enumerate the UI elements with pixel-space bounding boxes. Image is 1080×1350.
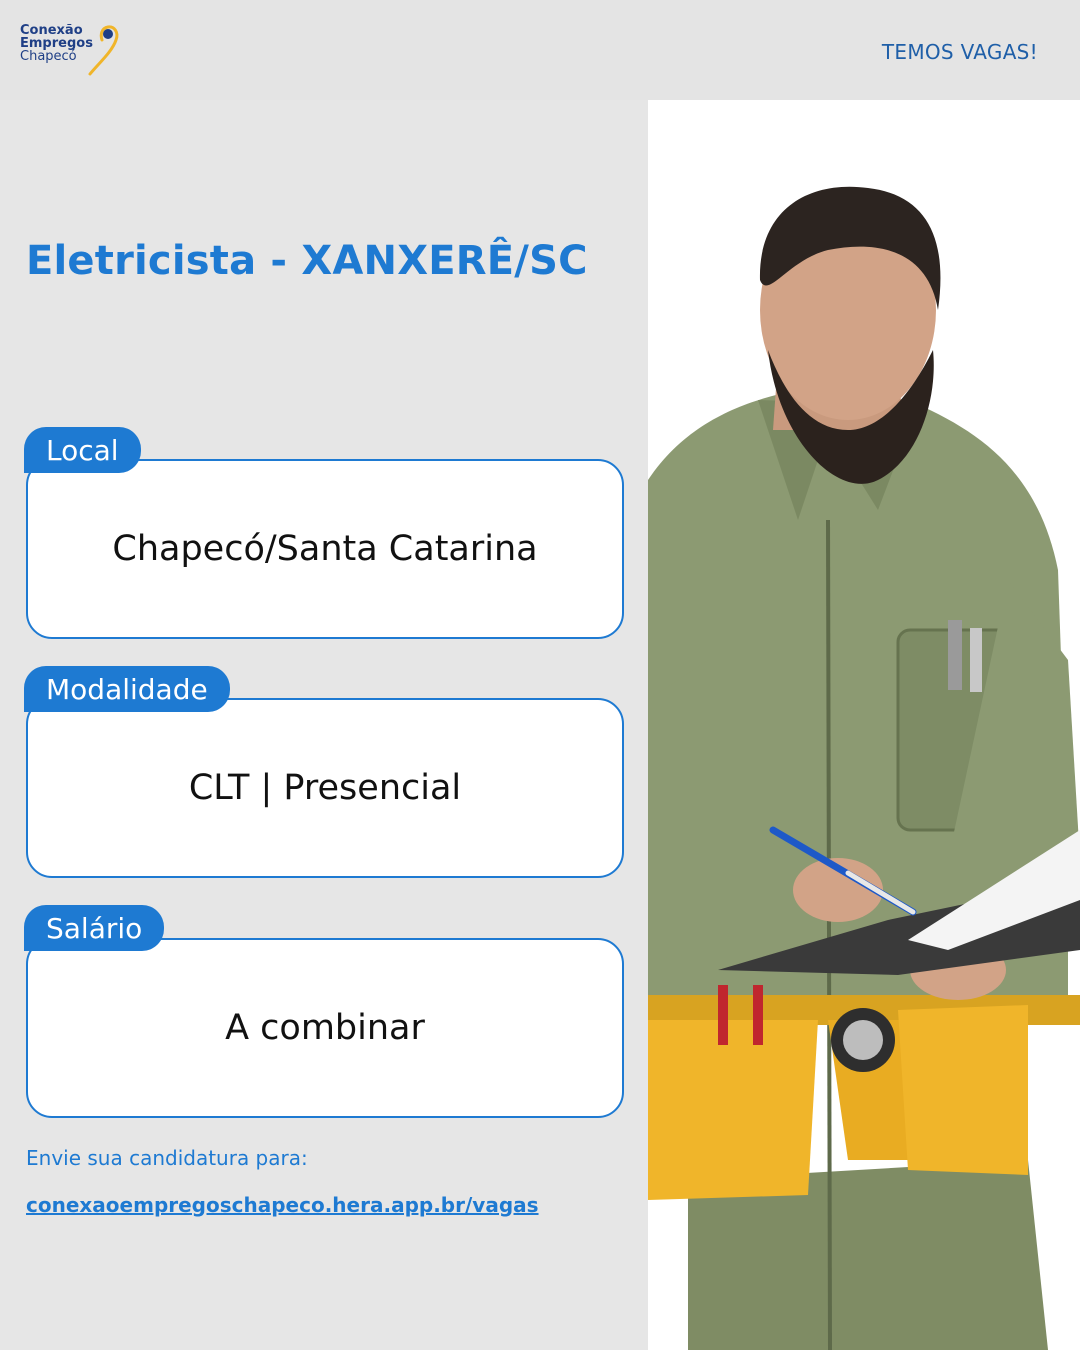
brand-wordmark — [20, 24, 93, 63]
brand-logo[interactable] — [20, 24, 130, 80]
brand-line-3: Chapecó — [20, 49, 77, 64]
card-local-label: Local — [24, 427, 141, 473]
apply-link[interactable]: conexaoempregoschapeco.hera.app.br/vagas — [26, 1193, 539, 1217]
card-modalidade-value: CLT | Presencial — [188, 768, 462, 808]
card-salario-label: Salário — [24, 905, 164, 951]
card-salario — [26, 938, 624, 1118]
brand-line-2: Empregos — [20, 36, 93, 51]
header-tagline: TEMOS VAGAS! — [881, 40, 1038, 64]
electrician-illustration — [648, 100, 1080, 1350]
apply-text: Envie sua candidatura para: — [26, 1146, 308, 1170]
header-bar — [0, 0, 1080, 100]
job-title: Eletricista - XANXERÊ/SC — [26, 238, 588, 284]
card-local-value: Chapecó/Santa Catarina — [112, 529, 538, 569]
card-modalidade-label: Modalidade — [24, 666, 230, 712]
brand-line-1: Conexão — [20, 23, 83, 38]
electrician-photo — [648, 100, 1080, 1350]
card-local — [26, 459, 624, 639]
card-modalidade — [26, 698, 624, 878]
card-salario-value: A combinar — [225, 1008, 425, 1048]
